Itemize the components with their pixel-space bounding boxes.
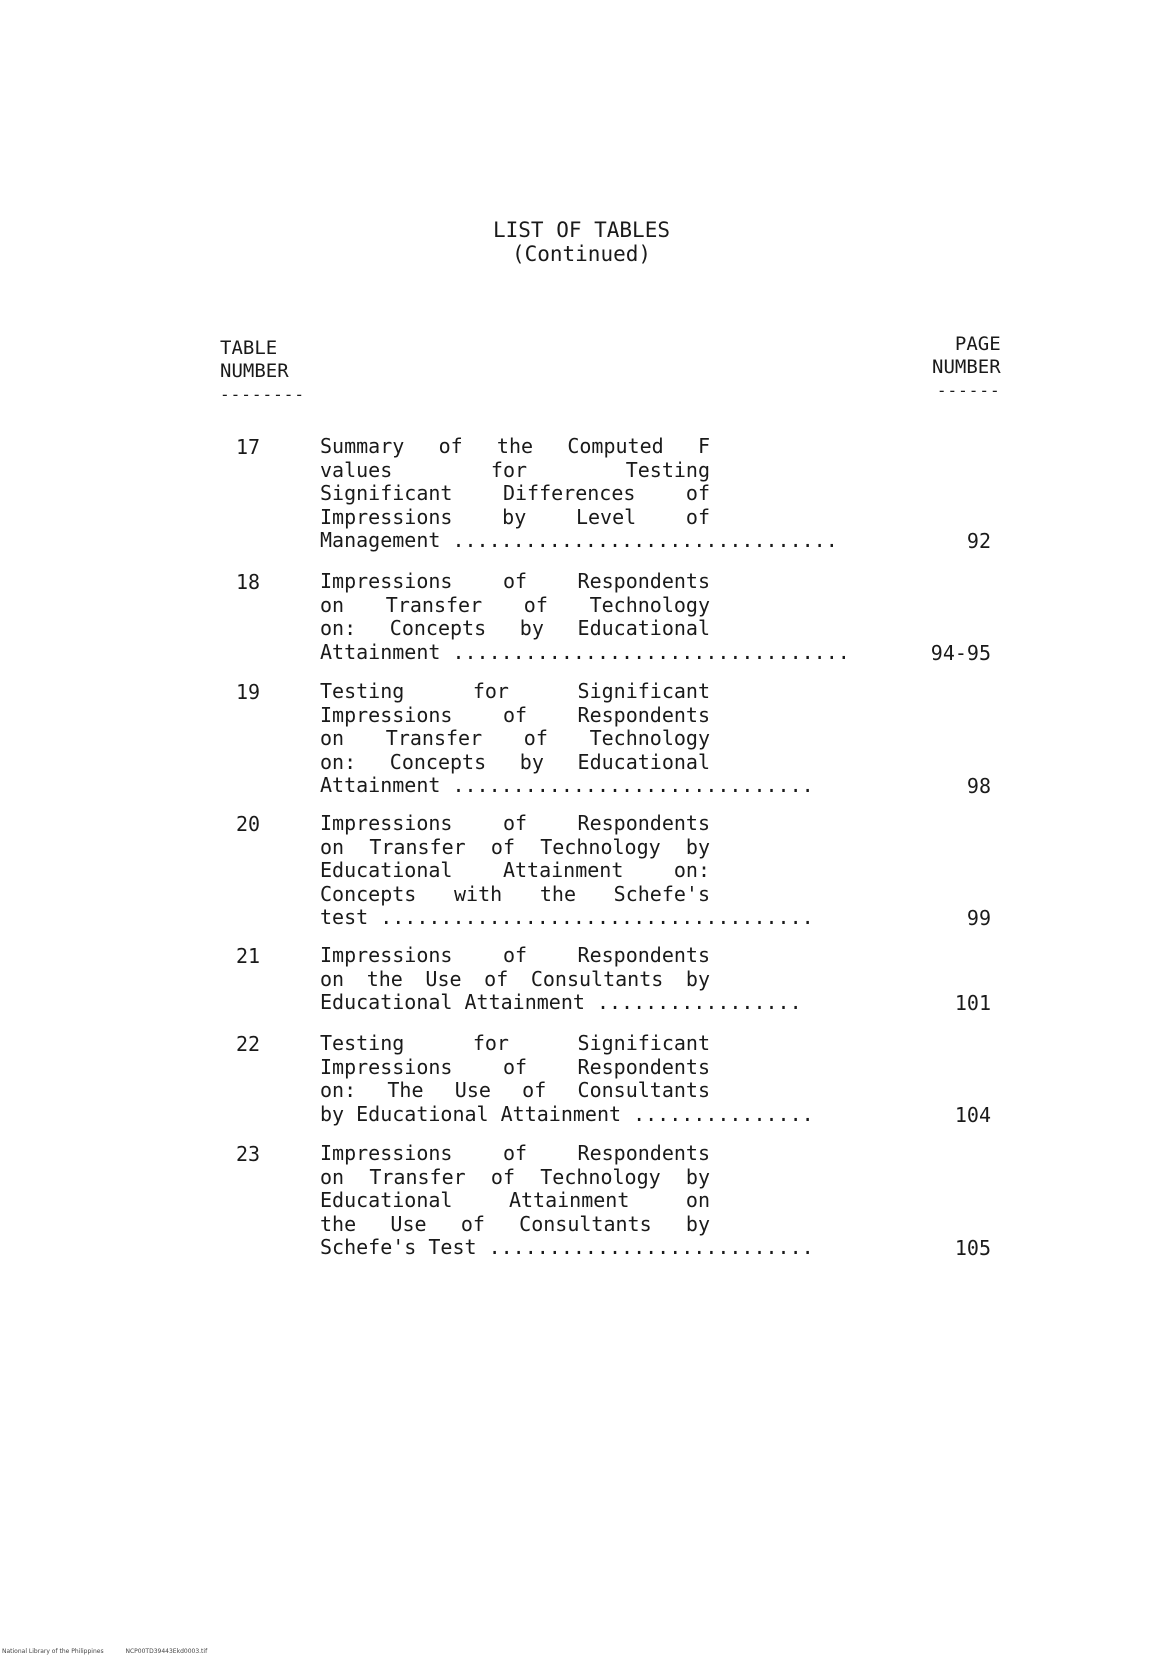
caption-line: Impressions of Respondents [320, 811, 710, 835]
table-number: 18 [236, 570, 261, 594]
caption-line: on Transfer of Technology by [320, 834, 710, 859]
table-caption [320, 569, 850, 664]
footer-library: National Library of the Philippines [2, 1648, 104, 1655]
table-caption [320, 811, 814, 930]
caption-line: Educational Attainment on [320, 1188, 710, 1212]
page-number: 99 [966, 906, 991, 930]
table-number-label-2: NUMBER [220, 360, 289, 382]
caption-leader-line: test .................................... [320, 906, 814, 929]
table-number: 17 [236, 435, 261, 459]
table-caption [320, 434, 838, 553]
table-number: 21 [236, 944, 261, 968]
table-caption [320, 1141, 814, 1260]
page-number-rule: ------ [936, 381, 1001, 400]
caption-line: Testing for Significant [320, 679, 710, 703]
caption-leader-line: Schefe's Test ........................... [320, 1236, 814, 1259]
caption-line: Concepts with the Schefe's [320, 881, 710, 906]
table-caption [320, 943, 802, 1015]
table-number: 19 [236, 680, 261, 704]
footer-file: NCP00TD39443Ekd0003.tif [125, 1648, 208, 1655]
table-number-label-1: TABLE [220, 337, 278, 359]
caption-line: on Transfer of Technology [320, 726, 710, 750]
caption-line: Impressions of Respondents [320, 1141, 710, 1165]
caption-line: on Transfer of Technology [320, 592, 710, 617]
table-number: 22 [236, 1032, 261, 1056]
caption-line: on Transfer of Technology by [320, 1164, 710, 1189]
table-caption [320, 1031, 814, 1126]
page-number: 104 [954, 1102, 991, 1127]
caption-line: Impressions of Respondents [320, 1054, 710, 1079]
page-number: 98 [966, 774, 991, 798]
caption-line: Impressions of Respondents [320, 569, 710, 593]
page-number: 94-95 [930, 640, 991, 665]
caption-line: Significant Differences of [320, 481, 710, 505]
caption-leader-line: Attainment ................................. [320, 640, 850, 664]
footer [2, 1648, 227, 1655]
caption-line: on the Use of Consultants by [320, 966, 710, 991]
table-number: 20 [236, 812, 261, 836]
caption-line: on: Concepts by Educational [320, 749, 710, 774]
page-number: 105 [954, 1236, 991, 1260]
caption-line: the Use of Consultants by [320, 1211, 710, 1236]
title: LIST OF TABLES [492, 218, 670, 242]
page-title [0, 218, 1163, 266]
caption-leader-line: Attainment .............................. [320, 774, 814, 797]
caption-line: Impressions of Respondents [320, 702, 710, 727]
subtitle: (Continued) [511, 242, 652, 266]
table-number-header [220, 337, 305, 406]
caption-line: Summary of the Computed F [320, 434, 710, 458]
caption-leader-line: Educational Attainment ................. [320, 991, 802, 1014]
caption-leader-line: by Educational Attainment ............... [320, 1102, 814, 1126]
caption-line: Impressions of Respondents [320, 943, 710, 967]
table-number: 23 [236, 1142, 261, 1166]
page-number-label-1: PAGE [954, 333, 1001, 355]
page-number-header [932, 333, 1001, 402]
caption-line: Educational Attainment on: [320, 858, 710, 882]
page-number: 101 [954, 991, 991, 1015]
table-number-rule: -------- [220, 385, 306, 404]
table-caption [320, 679, 814, 798]
page-number: 92 [966, 529, 991, 553]
caption-line: on: Concepts by Educational [320, 616, 710, 640]
caption-line: on: The Use of Consultants [320, 1078, 710, 1102]
caption-leader-line: Management ................................ [320, 529, 838, 552]
caption-line: Impressions by Level of [320, 504, 710, 529]
page-number-label-2: NUMBER [932, 356, 1001, 378]
caption-line: values for Testing [320, 457, 710, 482]
caption-line: Testing for Significant [320, 1031, 710, 1055]
